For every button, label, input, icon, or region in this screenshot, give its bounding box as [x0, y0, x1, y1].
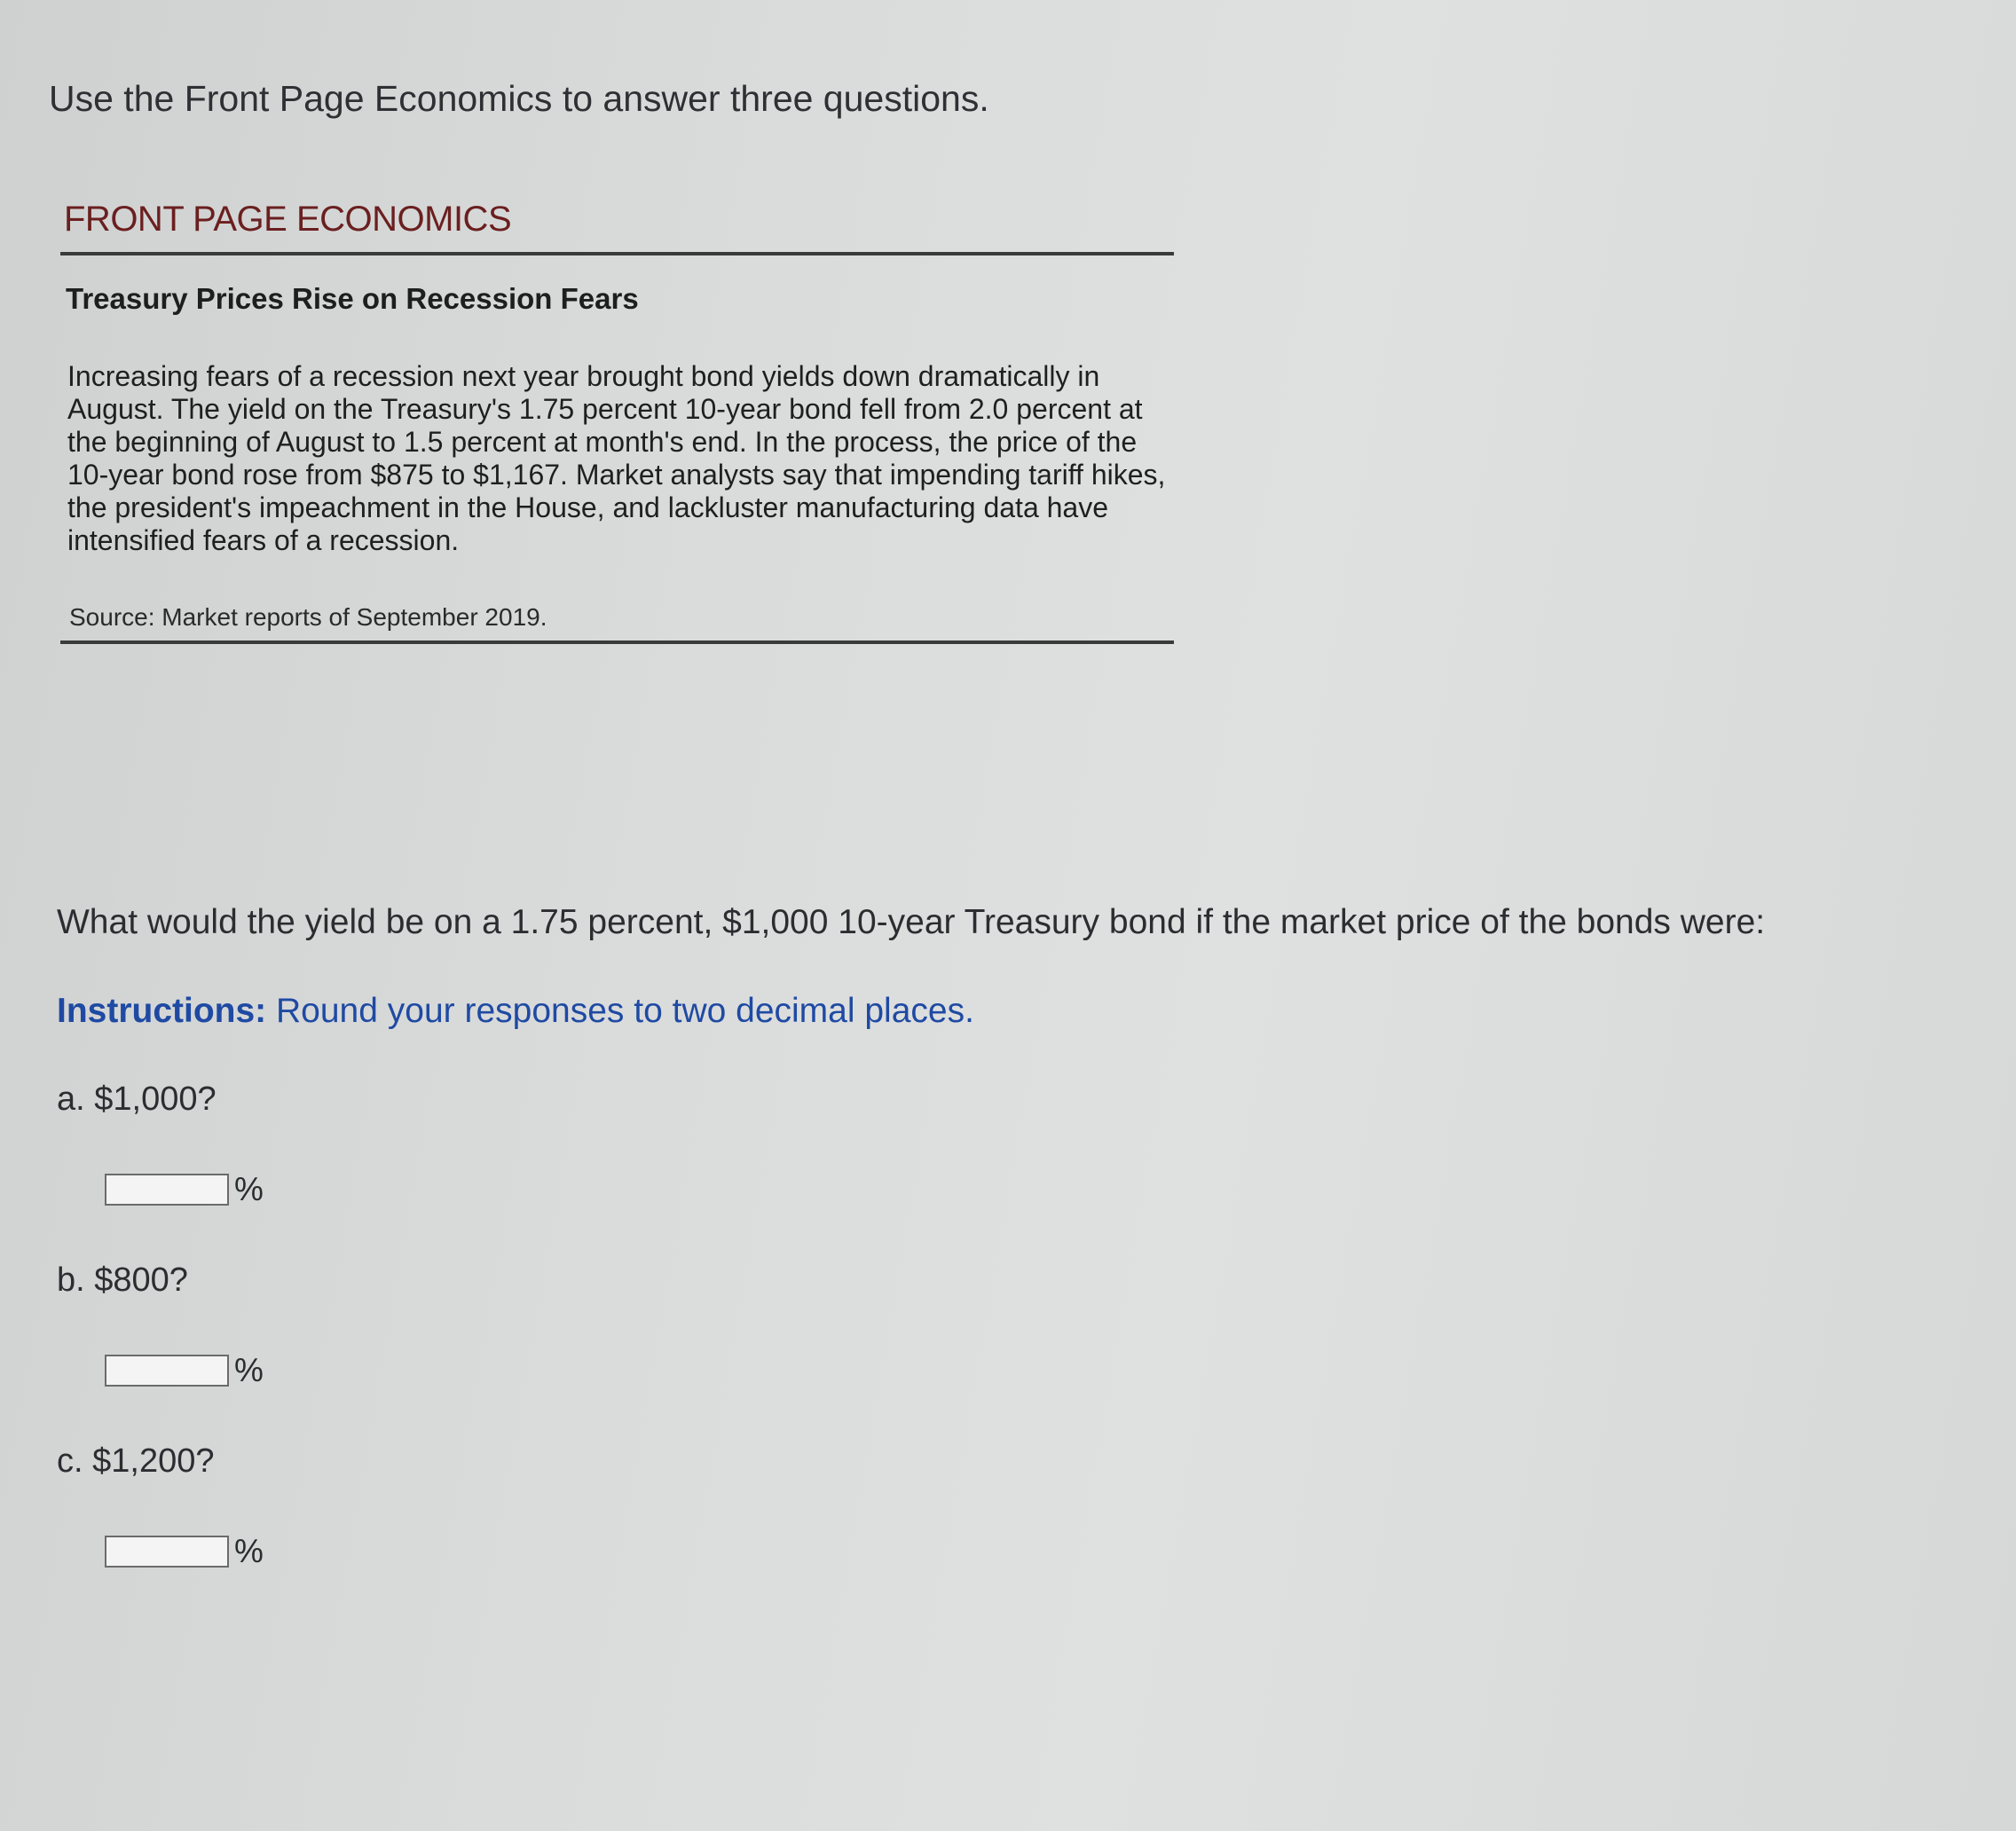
part-c-answer-row: [105, 1533, 264, 1570]
article-bottom-rule: [60, 640, 1174, 644]
instructions-text: Round your responses to two decimal places.: [266, 992, 974, 1030]
intro-text: Use the Front Page Economics to answer three questions.: [49, 78, 989, 119]
instructions: [57, 992, 974, 1031]
part-c-label: c. $1,200?: [57, 1442, 215, 1480]
article-section-label: FRONT PAGE ECONOMICS: [64, 200, 512, 239]
front-page-economics-article: [60, 200, 1174, 644]
article-headline: Treasury Prices Rise on Recession Fears: [66, 282, 639, 315]
question-text: What would the yield be on a 1.75 percent, $1,000 10-year Treasury bond if the market price of the bonds were:: [57, 903, 1766, 941]
part-b-percent-unit: %: [234, 1352, 264, 1388]
part-b-label: b. $800?: [57, 1261, 188, 1299]
article-top-rule: [60, 252, 1174, 255]
article-body: Increasing fears of a recession next year brought bond yields down dramatically in August. The yield on the Treasury's 1.75 percent 10-year bond fell from 2.0 percent at the beginning of August to 1.5 percent at month's end. In the process, the price of the 10-year bond rose from $875 to $1,167. Market analysts say that impending tariff hikes, the president's impeachment in the House, and lackluster manufacturing data have intensified fears of a recession.: [67, 360, 1166, 556]
part-b-answer-row: [105, 1352, 264, 1389]
instructions-label: Instructions:: [57, 992, 267, 1030]
part-a-percent-unit: %: [234, 1171, 264, 1207]
article-source: Source: Market reports of September 2019.: [69, 603, 547, 631]
part-c-answer-input[interactable]: [105, 1536, 229, 1568]
part-a-answer-row: [105, 1171, 264, 1208]
part-c-percent-unit: %: [234, 1533, 264, 1569]
part-a-label: a. $1,000?: [57, 1081, 217, 1118]
part-a-answer-input[interactable]: [105, 1174, 229, 1206]
part-b-answer-input[interactable]: [105, 1355, 229, 1387]
